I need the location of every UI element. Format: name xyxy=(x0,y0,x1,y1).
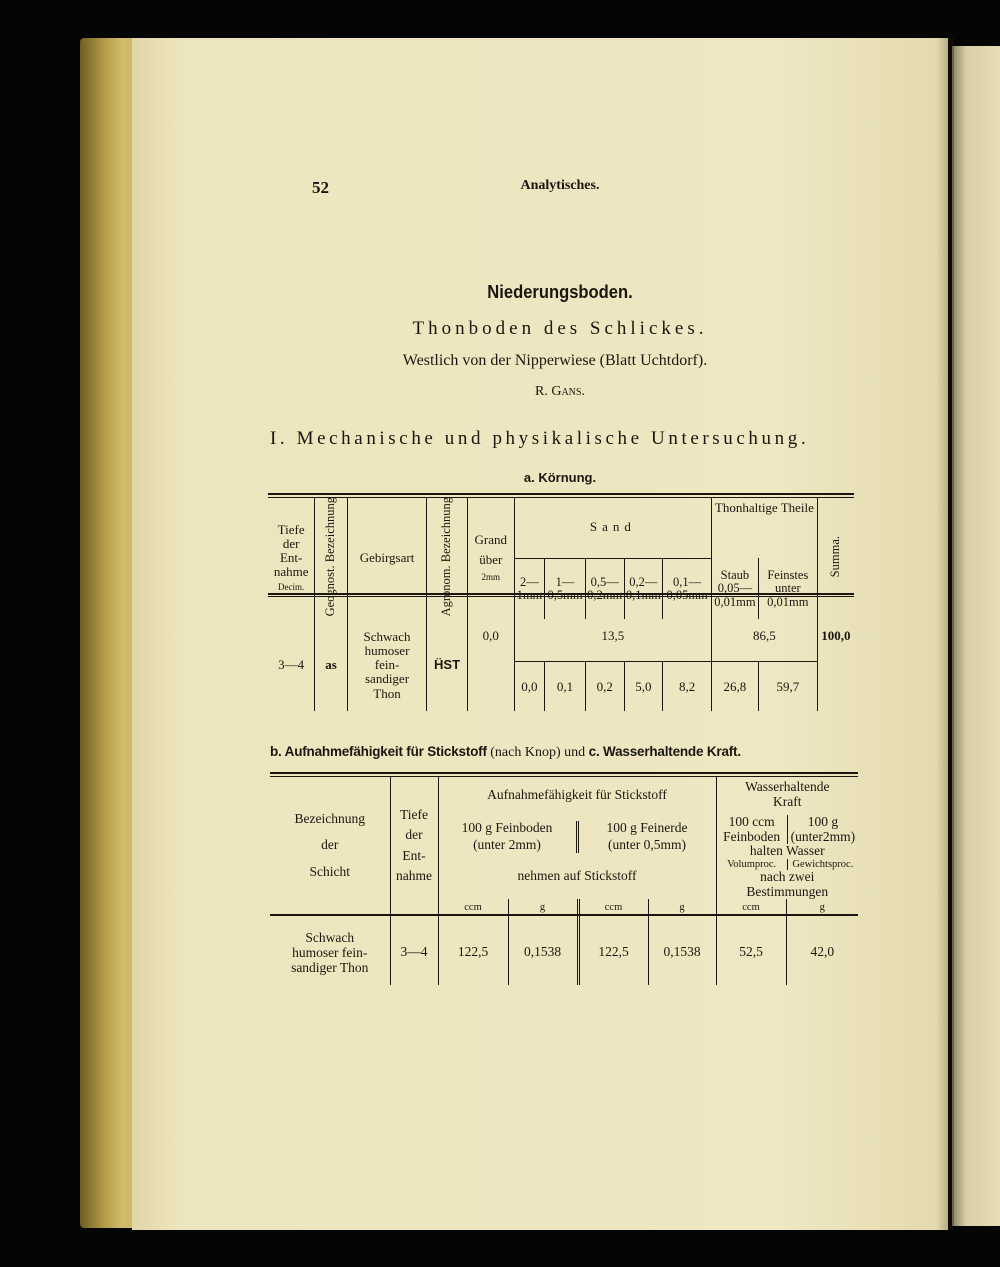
t1-thon-staub-range: 0,05— 0,01mm xyxy=(714,581,756,609)
t1-header-gebirgsart: Gebirgsart xyxy=(347,497,426,619)
t2-aufnahme-right-line-1: 100 g Feinerde xyxy=(606,819,688,835)
t1-cell-sand-5: 8,2 xyxy=(663,661,712,711)
t1-sand-sub-3: 0,5— 0,2mm xyxy=(585,558,624,619)
t2-unit-4: g xyxy=(648,899,716,915)
t1-geognost-label: Geognost. Bezeichnung xyxy=(323,497,338,617)
t2-wasser-title-2: Kraft xyxy=(773,793,802,809)
t2-cell-val-6: 42,0 xyxy=(810,944,835,960)
t2-wasser-left xyxy=(717,815,788,844)
heading-c-text: c. Wasserhaltende Kraft. xyxy=(588,744,741,759)
t1-grand-line-2: über xyxy=(479,552,503,568)
author-line: R. Gans. xyxy=(535,384,585,399)
t2-wasser-title-1: Wasserhaltende xyxy=(745,779,830,794)
t2-cell-val-1: 122,5 xyxy=(438,915,508,985)
t1-gebirgsart-line-4: sandiger xyxy=(364,671,410,687)
t1-cell-sand-3: 0,2 xyxy=(585,661,624,711)
part-heading-mechanical: I. Mechanische und physikalische Untersuchung. xyxy=(270,428,810,449)
t2-aufnahme-left xyxy=(439,821,579,853)
t1-tiefe-line-1: Tiefe xyxy=(277,522,305,538)
t1-sand-sub-1: 2— 1mm xyxy=(514,558,545,619)
t2-header-wasser xyxy=(716,776,858,899)
t1-header-tiefe xyxy=(268,497,315,619)
t1-tiefe-line-2: der xyxy=(282,536,300,552)
t1-tiefe-line-4: nahme xyxy=(273,564,309,580)
t1-gebirgsart-line-5: Thon xyxy=(373,685,401,701)
t2-wasser-left-line-1: 100 ccm xyxy=(728,814,775,830)
table1-top-rule xyxy=(268,493,854,495)
spine-shadow xyxy=(936,38,954,1230)
t2-aufnahme-right-line-2: (unter 0,5mm) xyxy=(608,837,686,853)
t2-header-tiefe xyxy=(390,776,438,915)
t1-sand-sub-2: 1— 0,5mm xyxy=(545,558,586,619)
t2-wasser-unit-left: Volumproc. xyxy=(717,859,788,870)
t2-unit-5: ccm xyxy=(716,899,786,915)
t1-sand-sub-5: 0,1— 0,05mm xyxy=(663,558,712,619)
t1-cell-agronom: ḦST xyxy=(427,619,468,711)
t1-cell-sand-4: 5,0 xyxy=(624,661,663,711)
t1-thon-feinstes-label: Feinstes xyxy=(767,567,809,582)
t2-bezeichnung-line-3: Schicht xyxy=(309,863,350,879)
t1-cell-tiefe: 3—4 xyxy=(268,619,315,711)
page-number: 52 xyxy=(312,178,329,197)
t1-tiefe-line-3: Ent- xyxy=(279,550,303,566)
t1-header-sand: Sand xyxy=(514,497,711,558)
t1-header-agronom xyxy=(427,497,468,619)
t1-grand-line-3: 2mm xyxy=(481,572,501,583)
t1-cell-gebirgsart xyxy=(347,619,426,711)
t2-wasser-halten: halten Wasser xyxy=(749,843,825,859)
t2-wasser-note-2: Bestimmungen xyxy=(746,883,829,899)
t1-agronom-label: Agronom. Bezeichnung xyxy=(439,497,454,617)
t1-sand-sub-4: 0,2— 0,1mm xyxy=(624,558,663,619)
t2-tiefe-line-2: der xyxy=(405,827,423,843)
t2-aufnahme-note: nehmen auf Stickstoff xyxy=(517,867,637,883)
t1-thon-staub-label: Staub xyxy=(720,567,750,582)
t2-header-bezeichnung xyxy=(270,776,390,915)
t2-wasser-right xyxy=(788,815,858,844)
t2-wasser-right-line-1: 100 g xyxy=(807,814,839,830)
t1-header-summa xyxy=(817,497,854,619)
part-heading-stickstoff xyxy=(270,744,855,761)
t2-wasser-right-line-2: (unter2mm) xyxy=(790,828,856,844)
t1-tiefe-unit: Decim. xyxy=(278,582,305,593)
t2-tiefe-line-1: Tiefe xyxy=(399,806,428,822)
t2-unit-1: ccm xyxy=(438,899,508,915)
t2-row-bez-line-3: sandiger Thon xyxy=(291,959,369,975)
t1-cell-geognost: as xyxy=(315,619,348,711)
running-head: Analytisches. xyxy=(520,178,600,193)
t2-header-aufnahme xyxy=(438,776,716,899)
t2-row-bez-line-2: humoser fein- xyxy=(292,944,368,960)
t2-cell-tiefe: 3—4 xyxy=(390,915,438,985)
t2-wasser-left-line-2: Feinboden xyxy=(723,828,781,844)
t2-bezeichnung-line-2: der xyxy=(321,837,339,853)
t1-cell-thon-total: 86,5 xyxy=(712,619,818,661)
t2-aufnahme-left-line-2: (unter 2mm) xyxy=(473,837,541,853)
table2-top-rule xyxy=(270,772,858,774)
t1-cell-grand-empty xyxy=(467,661,514,711)
t2-cell-val-4: 0,1538 xyxy=(648,915,716,985)
t2-cell-val-2: 0,1538 xyxy=(508,915,578,985)
table-koernung xyxy=(268,497,854,711)
t1-cell-summa: 100,0 xyxy=(821,628,851,644)
t1-cell-sand-1: 0,0 xyxy=(514,661,545,711)
t1-gebirgsart-line-2: humoser xyxy=(364,643,410,659)
table-stickstoff-wasser xyxy=(270,776,858,985)
t1-gebirgsart-line-3: fein- xyxy=(374,657,400,673)
subtitle: Thonboden des Schlickes. xyxy=(412,318,708,339)
t2-cell-val-3: 122,5 xyxy=(578,915,648,985)
t1-cell-sand-total: 13,5 xyxy=(514,619,711,661)
t2-unit-6: g xyxy=(819,901,825,913)
t2-cell-bezeichnung xyxy=(270,915,390,985)
section-title: Niederungsboden. xyxy=(487,282,633,302)
t1-thon-sub-staub xyxy=(712,558,759,619)
t1-grand-line-1: Grand xyxy=(474,532,508,548)
t2-aufnahme-left-line-1: 100 g Feinboden xyxy=(461,819,553,835)
t2-aufnahme-right xyxy=(579,821,716,853)
facing-page xyxy=(952,46,1000,1226)
t2-row-bez-line-1: Schwach xyxy=(305,930,355,946)
t2-tiefe-line-4: nahme xyxy=(396,868,432,884)
t1-cell-sand-2: 0,1 xyxy=(545,661,586,711)
t2-cell-val-5: 52,5 xyxy=(716,915,786,985)
heading-b-text: b. Aufnahmefähigkeit für Stickstoff xyxy=(270,744,487,759)
t1-header-thon: Thonhaltige Theile xyxy=(712,497,818,558)
t1-cell-summa-empty xyxy=(817,661,854,711)
t1-header-geognost xyxy=(315,497,348,619)
t1-header-grand xyxy=(467,497,514,619)
t2-wasser-unit-right: Gewichtsproc. xyxy=(792,858,854,870)
t1-thon-feinstes-range: unter 0,01mm xyxy=(767,581,809,609)
t1-gebirgsart-line-1: Schwach xyxy=(363,629,411,645)
heading-mid-text: (nach Knop) und xyxy=(486,745,589,760)
t2-wasser-note-1: nach zwei xyxy=(760,869,815,885)
t2-bezeichnung-line-1: Bezeichnung xyxy=(294,810,365,826)
t1-thon-sub-feinstes xyxy=(758,558,817,619)
t1-cell-feinstes: 59,7 xyxy=(758,661,817,711)
t2-unit-3: ccm xyxy=(578,899,648,915)
t1-cell-staub: 26,8 xyxy=(712,661,759,711)
subheading-koernung: a. Körnung. xyxy=(523,470,597,485)
t1-cell-grand: 0,0 xyxy=(467,619,514,661)
t1-summa-label: Summa. xyxy=(828,536,843,578)
location-line: Westlich von der Nipperwiese (Blatt Uchtdorf). xyxy=(402,352,708,369)
t2-aufnahme-title: Aufnahmefähigkeit für Stickstoff xyxy=(487,787,667,802)
t2-unit-2: g xyxy=(508,899,578,915)
t2-tiefe-line-3: Ent- xyxy=(402,847,426,863)
